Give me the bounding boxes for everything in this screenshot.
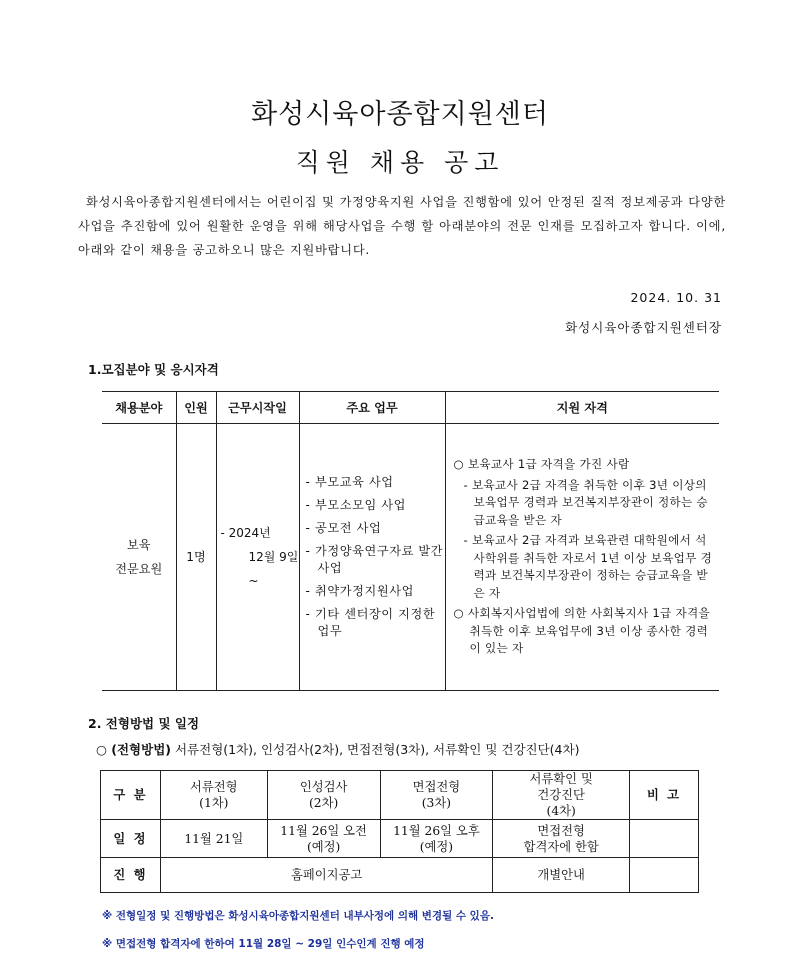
schedule-date-label: 일 정 — [101, 820, 161, 858]
stage-4-note-1: 면접전형 — [537, 823, 585, 838]
schedule-process-row — [101, 858, 699, 893]
duties-list — [306, 474, 445, 640]
stage-3-tentative: (예정) — [419, 839, 454, 854]
header-duties: 주요 업무 — [299, 392, 445, 424]
selection-method — [96, 740, 579, 758]
page-title: 화성시육아종합지원센터 — [251, 99, 549, 130]
start-date-line-1: - 2024년 — [220, 526, 271, 540]
schedule-header-stage-4 — [493, 771, 630, 820]
schedule-note-2: ※ 면접전형 합격자에 한하여 11월 28일 ~ 29일 인수인계 진행 예정 — [102, 938, 425, 950]
selection-method-text: 서류전형(1차), 인성검사(2차), 면접전형(3차), 서류확인 및 건강진단(4차) — [171, 742, 580, 757]
stage-3-order: (3차) — [421, 796, 452, 810]
section-1-heading: 1.모집분야 및 응시자격 — [88, 362, 219, 377]
schedule-process-label: 진 행 — [101, 858, 161, 893]
schedule-header-stage-1 — [160, 771, 267, 820]
header-start-date: 근무시작일 — [216, 392, 299, 424]
stage-1-name: 서류전형 — [190, 780, 238, 794]
field-line-1: 보육 — [126, 538, 151, 552]
schedule-date-stage-1: 11월 21일 — [160, 820, 267, 858]
stage-2-name: 인성검사 — [299, 780, 348, 794]
recruitment-header-row — [102, 392, 719, 424]
schedule-header-row — [101, 771, 699, 820]
schedule-process-remarks — [630, 858, 699, 893]
schedule-date-row — [101, 820, 699, 858]
stage-3-date: 11월 26일 오후 — [393, 823, 480, 838]
schedule-header-remarks: 비 고 — [630, 771, 699, 820]
schedule-date-remarks — [630, 820, 699, 858]
schedule-header-stage-2 — [267, 771, 380, 820]
field-cell — [102, 424, 176, 691]
recruitment-table — [102, 391, 719, 691]
section-2-heading: 2. 전형방법 및 일정 — [88, 716, 200, 731]
stage-1-order: (1차) — [199, 796, 229, 810]
schedule-header-stage-3 — [380, 771, 493, 820]
announcement-date: 2024. 10. 31 — [630, 290, 722, 305]
schedule-header-label: 구 분 — [101, 771, 161, 820]
qualification-1-sub-1: - 보육교사 2급 자격을 취득한 이후 3년 이상의 보육업무 경력과 보건복지부장관이 정하는 승급교육을 받은 자 — [463, 477, 708, 527]
start-date-cell — [216, 424, 299, 691]
stage-2-tentative: (예정) — [306, 839, 341, 854]
header-field: 채용분야 — [102, 392, 176, 424]
duty-item: - 부모소모임 사업 — [305, 498, 407, 512]
intro-paragraph — [78, 190, 726, 262]
schedule-date-stage-4 — [493, 820, 630, 858]
stage-2-order: (2차) — [308, 796, 339, 810]
schedule-process-stages-1-3: 홈페이지공고 — [160, 858, 492, 893]
header-count: 인원 — [176, 392, 216, 424]
duties-cell — [299, 424, 445, 691]
start-date-line-2: 12월 9일 ~ — [248, 550, 299, 588]
duty-item: - 기타 센터장이 지정한 업무 — [305, 607, 436, 638]
schedule-table — [100, 770, 699, 893]
selection-method-label: ○ (전형방법) — [96, 742, 171, 757]
stage-4-name-2: 건강진단 — [537, 788, 585, 802]
qualification-2: ○ 사회복지사업법에 의한 사회복지사 1급 자격을 취득한 이후 보육업무에 3년 이상 종사한 경력이 있는 자 — [453, 606, 711, 656]
duty-item: - 가정양육연구자료 발간사업 — [305, 544, 444, 575]
schedule-process-stage-4: 개별안내 — [493, 858, 630, 893]
qualification-1-sub-2: - 보육교사 2급 자격과 보육관련 대학원에서 석사학위를 취득한 자로서 1년 이상 보육업무 경력과 보건복지부장관이 정하는 승급교육을 받은 자 — [463, 533, 713, 600]
schedule-date-stage-3 — [380, 820, 493, 858]
count-cell: 1명 — [176, 424, 216, 691]
stage-4-note-2: 합격자에 한함 — [523, 839, 599, 854]
qualifications-cell — [445, 424, 719, 691]
field-line-2: 전문요원 — [115, 562, 163, 576]
duty-item: - 부모교육 사업 — [305, 475, 394, 489]
duty-item: - 공모전 사업 — [305, 521, 382, 535]
stage-4-order: (4차) — [546, 804, 576, 818]
schedule-date-stage-2 — [267, 820, 380, 858]
schedule-note-1: ※ 전형일정 및 진행방법은 화성시육아종합지원센터 내부사정에 의해 변경될 수 있음. — [102, 910, 494, 922]
page-subtitle: 직원 채용 공고 — [295, 148, 505, 177]
stage-2-date: 11월 26일 오전 — [280, 823, 367, 838]
stage-4-name-1: 서류확인 및 — [529, 772, 593, 786]
recruitment-row — [102, 424, 719, 691]
qualification-1: ○ 보육교사 1급 자격을 가진 사람 — [453, 457, 630, 472]
intro-text: 화성시육아종합지원센터에서는 어린이집 및 가정양육지원 사업을 진행함에 있어 안정된 질적 정보제공과 다양한 사업을 추진함에 있어 원활한 운영을 위해 해당사업을 수행 할 아래분야의 전문 인재를 모집하고자 합니다. 이에, 아래와 같이 채용을 공고하오니 많은 지원바랍니다. — [78, 195, 726, 257]
duty-item: - 취약가정지원사업 — [305, 584, 414, 598]
issuer: 화성시육아종합지원센터장 — [565, 320, 722, 335]
stage-3-name: 면접전형 — [412, 780, 461, 794]
header-qualifications: 지원 자격 — [445, 392, 719, 424]
